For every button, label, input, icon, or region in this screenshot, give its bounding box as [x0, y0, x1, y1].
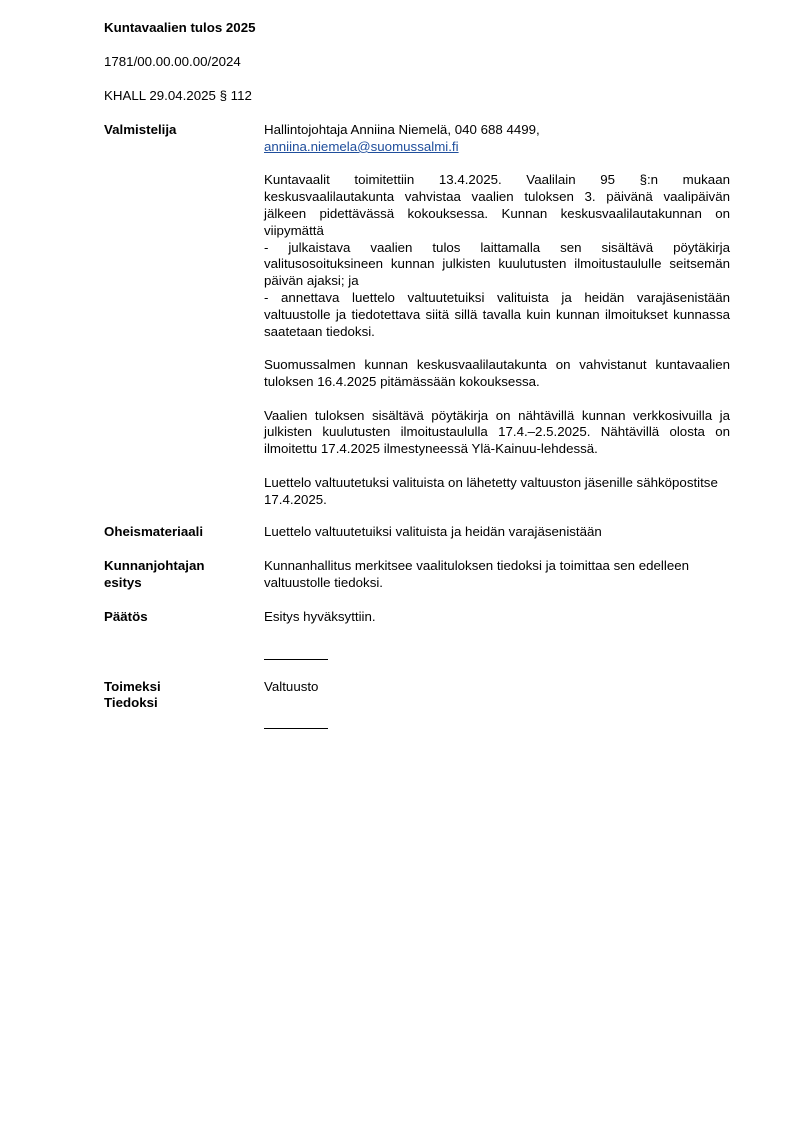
label-oheismateriaali: Oheismateriaali	[104, 524, 204, 540]
label-valmistelija: Valmistelija	[104, 122, 177, 137]
case-number: 1781/00.00.00.00/2024	[104, 54, 241, 69]
preparer-text: Hallintojohtaja Anniina Niemelä, 040 688 4499,	[264, 122, 540, 137]
paragraph-bullet-2: - annettava luettelo valtuutetuiksi valituista ja heidän varajäsenistään valtuustolle ja tiedotettava siitä sillä tavalla kuin kunnan ilmoitukset kunnassa saatetaan tiedoksi.	[264, 289, 730, 339]
label-esitys-line1: Kunnanjohtajan	[104, 558, 205, 574]
closing-rule	[264, 728, 328, 729]
content-paatos	[264, 609, 730, 660]
paragraph-bullet-1: - julkaistava vaalien tulos laittamalla sen sisältävä pöytäkirja valitusosoituksineen kunnan julkisten kuulutusten ilmoitustaululle seitsemän päivän ajaksi; ja	[264, 239, 730, 289]
meeting-reference: KHALL 29.04.2025 § 112	[104, 88, 252, 103]
paragraph-publication: Vaalien tuloksen sisältävä pöytäkirja on nähtävillä kunnan verkkosivuilla ja julkisten kuulutusten ilmoitustaululla 17.4.–2.5.2025. Nähtävillä olosta on ilmoitettu 17.4.2025 ilmestyneessä Ylä-Kainuu-lehdessä.	[264, 407, 730, 457]
section-paatos	[104, 609, 734, 660]
document-title: Kuntavaalien tulos 2025	[104, 20, 256, 35]
section-esitys	[104, 558, 734, 592]
signature-rule	[264, 659, 328, 660]
preparer-email-link[interactable]: anniina.niemela@suomussalmi.fi	[264, 138, 459, 154]
label-paatos: Päätös	[104, 608, 148, 624]
content-valmistelija	[264, 122, 730, 508]
content-oheismateriaali: Luettelo valtuutetuiksi valituista ja heidän varajäsenistään	[264, 524, 602, 540]
section-toimeksi	[104, 679, 734, 730]
section-oheismateriaali	[104, 524, 734, 541]
paragraph-email-sent: Luettelo valtuutetuksi valituista on lähetetty valtuuston jäsenille sähköpostitse 17.4.2025.	[264, 474, 718, 507]
label-toimeksi-line2: Tiedoksi	[104, 695, 158, 711]
label-esitys-line2: esitys	[104, 574, 142, 590]
content-toimeksi	[264, 679, 730, 730]
label-esitys	[104, 558, 264, 592]
content-esitys: Kunnanhallitus merkitsee vaalituloksen tiedoksi ja toimittaa sen edelleen valtuustolle tiedoksi.	[264, 558, 690, 590]
preparer-info	[264, 122, 730, 156]
paragraph-intro: Kuntavaalit toimitettiin 13.4.2025. Vaalilain 95 §:n mukaan keskusvaalilautakunta vahvistaa vaalien tuloksen 3. päivänä vaalipäivän jälkeen pidettävässä kokouksessa. Kunnan keskusvaalilautakunnan on viipymättä	[264, 172, 730, 238]
toimeksi-text: Valtuusto	[264, 678, 319, 694]
paatos-text: Esitys hyväksyttiin.	[264, 608, 376, 624]
label-toimeksi-line1: Toimeksi	[104, 678, 161, 694]
section-valmistelija	[104, 122, 734, 508]
paragraph-confirmation: Suomussalmen kunnan keskusvaalilautakunta on vahvistanut kuntavaalien tuloksen 16.4.2025 pitämässään kokouksessa.	[264, 357, 730, 389]
label-toimeksi	[104, 679, 264, 730]
document-page	[104, 20, 734, 729]
